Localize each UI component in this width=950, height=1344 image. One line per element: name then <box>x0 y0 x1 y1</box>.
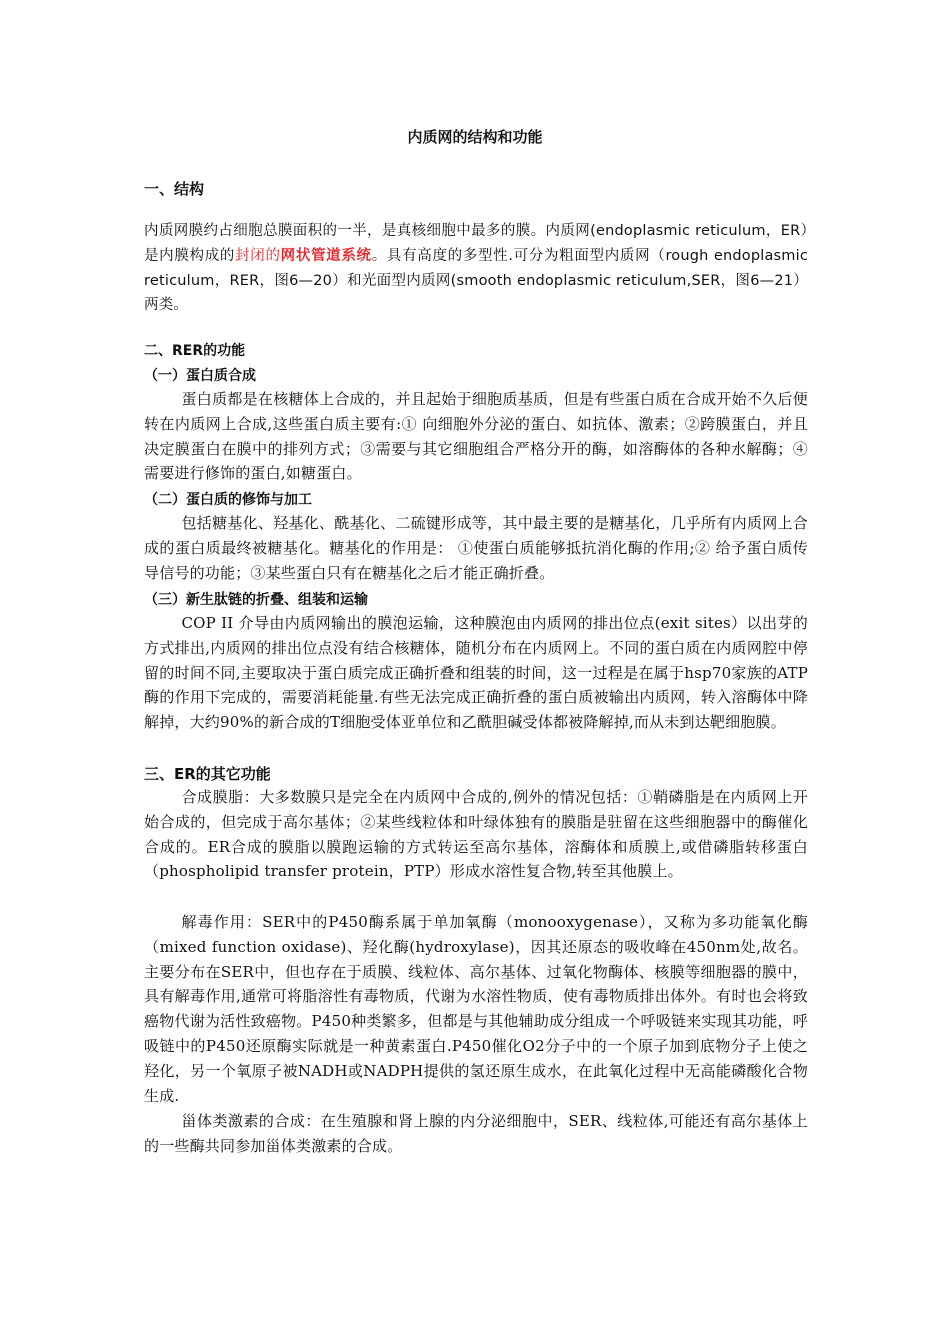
section-heading-rer-function: 二、RER的功能 <box>144 343 246 359</box>
subheading-folding-assembly: （三）新生肽链的折叠、组装和运输 <box>144 592 368 608</box>
paragraph-lipid-synthesis: 合成膜脂：大多数膜只是完全在内质网中合成的,例外的情况包括：①鞘磷脂是在内质网上开始合成的，但完成于高尔基体；②某些线粒体和叶绿体独有的膜脂是驻留在这些细胞器中的酶催化合成的。ER合成的膜脂以膜跑运输的方式转运至高尔基体，溶酶体和质膜上,或借磷脂转移蛋白（phospholipid transfer protein，PTP）形成水溶性复合物,转至其他膜上。 <box>144 788 808 881</box>
paragraph-structure-text-b: 。具有高度的多型性.可分为粗面型内质网（rough endoplasmic reticulum，RER，图6—20）和光面型内质网(smooth endoplasmic reticulum,SER，图6—21）两类。 <box>144 247 809 314</box>
paragraph-protein-synthesis: 蛋白质都是在核糖体上合成的，并且起始于细胞质基质，但是有些蛋白质在合成开始不久后便转在内质网上合成,这些蛋白质主要有:① 向细胞外分泌的蛋白、如抗体、激素；②跨膜蛋白，并且决定膜蛋白在膜中的排列方式；③需要与其它细胞组合严格分开的酶，如溶酶体的各种水解酶；④需要进行修饰的蛋白,如糖蛋白。 <box>144 390 808 483</box>
highlight-closed: 封闭的 <box>235 247 281 264</box>
paragraph-structure-text-a: 内质网膜约占细胞总膜面积的一半，是真核细胞中最多的膜。内质网(endoplasmic reticulum，ER）是内膜构成的 <box>144 223 808 264</box>
section-heading-structure: 一、结构 <box>144 180 205 198</box>
paragraph-folding-assembly: COP II 介导由内质网输出的膜泡运输，这种膜泡由内质网的排出位点(exit sites）以出芽的方式排出,内质网的排出位点没有结合核糖体，随机分布在内质网上。不同的蛋白质在内质网腔中停留的时间不同,主要取决于蛋白质完成正确折叠和组装的时间，这一过程是在属于hsp70家族的ATP酶的作用下完成的，需要消耗能量.有些无法完成正确折叠的蛋白质被输出内质网，转入溶酶体中降解掉，大约90%的新合成的T细胞受体亚单位和乙酰胆碱受体都被降解掉,而从未到达靶细胞膜。 <box>144 614 808 732</box>
highlight-network-system: 网状管道系统 <box>280 247 372 264</box>
section-heading-other-functions: 三、ER的其它功能 <box>144 765 271 783</box>
paragraph-protein-modification: 包括糖基化、羟基化、酰基化、二硫键形成等，其中最主要的是糖基化，几乎所有内质网上合成的蛋白质最终被糖基化。糖基化的作用是： ①使蛋白质能够抵抗消化酶的作用;② 给予蛋白质传导信号的功能；③某些蛋白只有在糖基化之后才能正确折叠。 <box>144 514 808 582</box>
document-title: 内质网的结构和功能 <box>407 128 543 146</box>
paragraph-structure <box>144 219 808 318</box>
paragraph-detoxification: 解毒作用：SER中的P450酶系属于单加氧酶（monooxygenase），又称为多功能氧化酶 （mixed function oxidase)、羟化酶(hydroxylase)，因其还原态的吸收峰在450nm处,故名。主要分布在SER中，但也存在于质膜、线粒体、高尔基体、过氧化物酶体、核膜等细胞器的膜中，具有解毒作用,通常可将脂溶性有毒物质，代谢为水溶性物质，使有毒物质排出体外。有时也会将致癌物代谢为活性致癌物。P450种类繁多，但都是与其他辅助成分组成一个呼吸链来实现其功能，呼吸链中的P450还原酶实际就是一种黄素蛋白.P450催化O2分子中的一个原子加到底物分子上使之羟化，另一个氧原子被NADH或NADPH提供的氢还原生成水，在此氧化过程中无高能磷酸化合物生成. <box>144 913 808 1105</box>
subheading-protein-synthesis: （一）蛋白质合成 <box>144 368 256 384</box>
subheading-protein-modification: （二）蛋白质的修饰与加工 <box>144 492 312 508</box>
paragraph-steroid-synthesis: 甾体类激素的合成：在生殖腺和肾上腺的内分泌细胞中，SER、线粒体,可能还有高尔基体上的一些酶共同参加甾体类激素的合成。 <box>144 1112 808 1155</box>
